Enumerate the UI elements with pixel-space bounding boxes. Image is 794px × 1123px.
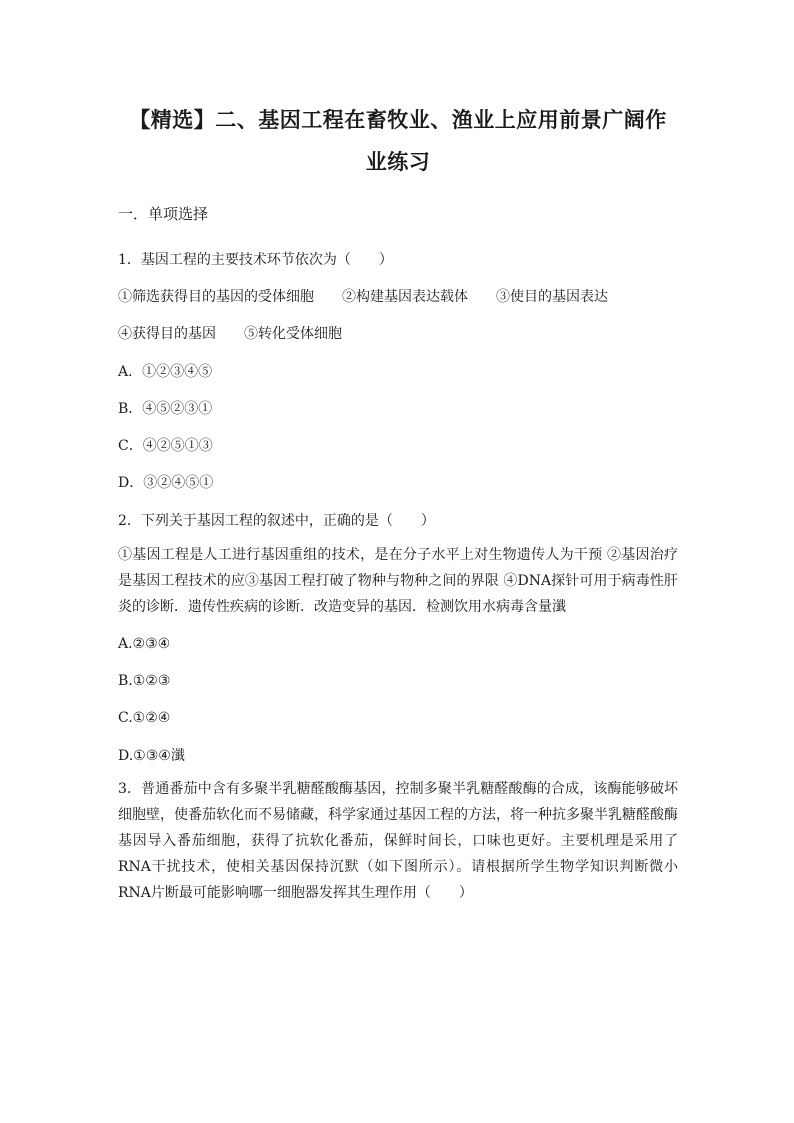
question-1-item-5: ⑤转化受体细胞 xyxy=(244,326,342,342)
question-1-items-row2 xyxy=(118,324,342,344)
question-2-option-b[interactable]: B.①②③ xyxy=(118,673,171,689)
question-1-item-3: ③使目的基因表达 xyxy=(496,289,608,305)
question-1-option-d[interactable]: D．③②④⑤① xyxy=(118,475,214,491)
question-2-stem: 2．下列关于基因工程的叙述中，正确的是（ ） xyxy=(118,513,435,529)
question-2-option-c[interactable]: C.①②④ xyxy=(118,710,171,726)
question-2-body: ①基因工程是人工进行基因重组的技术，是在分子水平上对生物遗传人为干预 ②基因治疗是基因工程技术的应③基因工程打破了物种与物种之间的界限 ④DNA探针可用于病毒性肝炎的诊断．遗传性疾病的诊断．改造变异的基因．检测饮用水病毒含量瀸 xyxy=(118,547,678,615)
question-1-stem: 1．基因工程的主要技术环节依次为（ ） xyxy=(118,252,393,268)
question-1-option-b[interactable]: B．④⑤②③① xyxy=(118,401,213,417)
section-heading: 一．单项选择 xyxy=(118,205,209,223)
question-2-option-a[interactable]: A.②③④ xyxy=(118,636,171,652)
document-title-line1: 【精选】二、基因工程在畜牧业、渔业上应用前景广阔作 xyxy=(129,107,667,132)
question-1-option-a[interactable]: A．①②③④⑤ xyxy=(118,364,213,380)
question-1-option-c[interactable]: C．④②⑤①③ xyxy=(118,438,213,454)
document-title-line2: 业练习 xyxy=(365,149,431,174)
question-2-option-d[interactable]: D.①③④瀸 xyxy=(118,748,185,764)
question-1-items-row1 xyxy=(118,287,608,307)
question-1-item-1: ①筛选获得目的基因的受体细胞 xyxy=(118,289,314,305)
question-1-item-2: ②构建基因表达载体 xyxy=(342,289,468,305)
question-3-body: 3．普通番茄中含有多聚半乳糖醛酸酶基因，控制多聚半乳糖醛酸酶的合成，该酶能够破坏细胞壁，使番茄软化而不易储藏，科学家通过基因工程的方法，将一种抗多聚半乳糖醛酸酶基因导入番茄细胞，获得了抗软化番茄，保鲜时间长，口味也更好。主要机理是采用了RNA干扰技术，使相关基因保持沉默（如下图所示）。请根据所学生物学知识判断微小RNA片断最可能影响哪一细胞器发挥其生理作用（ ） xyxy=(118,781,678,901)
question-1-item-4: ④获得目的基因 xyxy=(118,326,216,342)
